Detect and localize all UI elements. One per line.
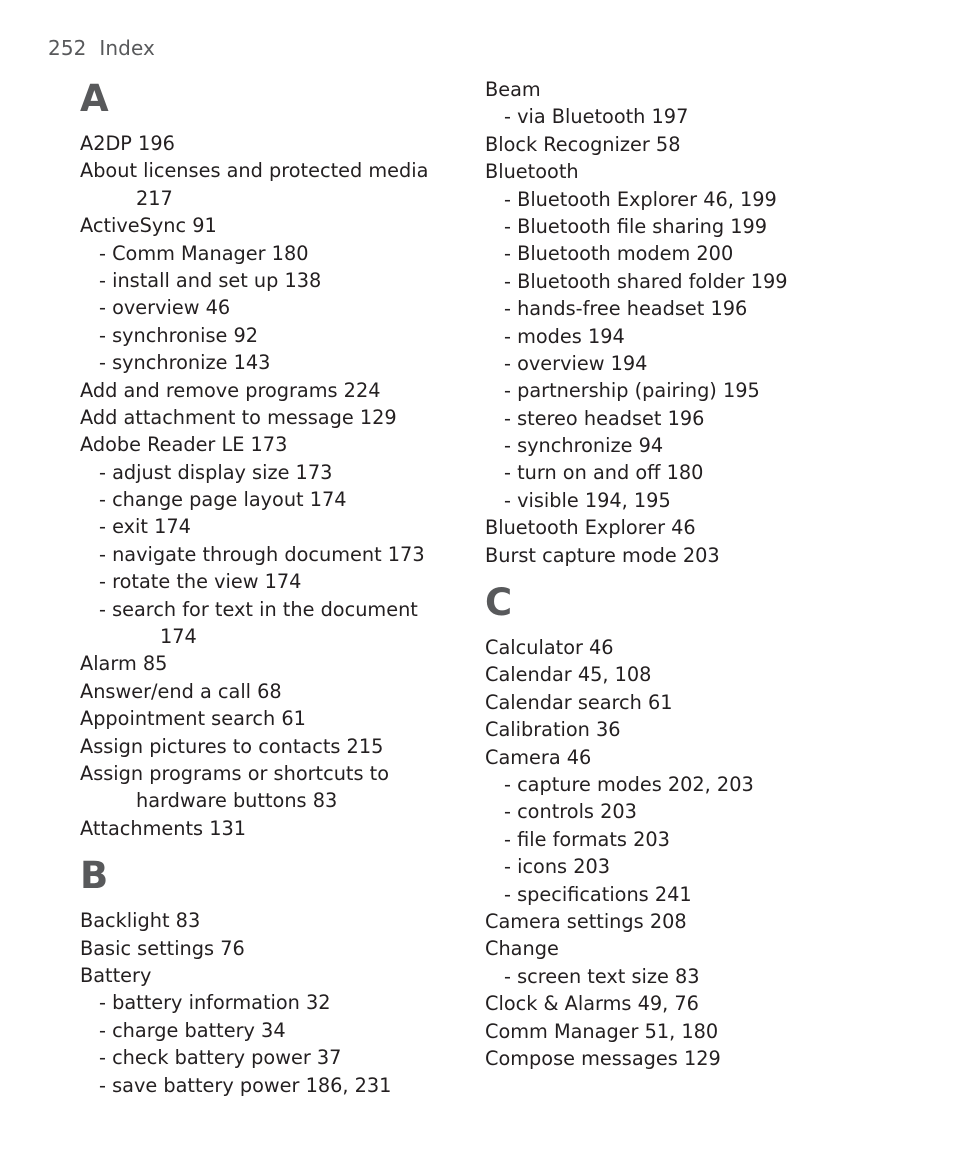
index-entry-continuation: hardware buttons 83 [136,789,338,813]
index-subentry: - turn on and off 180 [504,461,704,485]
index-entry-continuation: 174 [160,625,197,649]
index-subentry: - synchronise 92 [99,323,259,347]
index-subentry: - visible 194, 195 [504,488,671,512]
index-subentry: - Bluetooth shared folder 199 [504,269,788,293]
index-entry: Camera settings 208 [485,909,687,933]
index-subentry: - screen text size 83 [504,964,700,988]
index-subentry: - save battery power 186, 231 [99,1073,392,1097]
index-subentry: - adjust display size 173 [99,460,333,484]
index-subentry: - synchronize 143 [99,351,271,375]
index-entry: Attachments 131 [80,816,247,840]
index-entry: Calibration 36 [485,718,621,742]
index-subentry: - battery information 32 [99,991,331,1015]
index-subentry: - specifications 241 [504,882,692,906]
index-column-right [485,76,925,1072]
index-entry: About licenses and protected media [80,159,429,183]
index-subentry: - icons 203 [504,855,611,879]
index-subentry: - Comm Manager 180 [99,241,309,265]
index-subentry: - Bluetooth modem 200 [504,242,734,266]
index-entry: Bluetooth Explorer 46 [485,516,696,540]
index-entry: ActiveSync 91 [80,214,217,238]
section-letter: B [80,854,109,898]
index-entry: Battery [80,963,152,987]
index-entry: Answer/end a call 68 [80,679,282,703]
page-header: 252 Index [48,36,155,60]
index-entry: Adobe Reader LE 173 [80,433,288,457]
index-column-left [80,76,450,1099]
index-subentry: - rotate the view 174 [99,570,302,594]
index-subentry: - capture modes 202, 203 [504,772,754,796]
index-subentry: - overview 46 [99,296,231,320]
index-subentry: - synchronize 94 [504,434,664,458]
index-subentry: - Bluetooth file sharing 199 [504,214,768,238]
index-subentry: - overview 194 [504,351,648,375]
index-entry: Change [485,937,559,961]
index-entry: Calendar 45, 108 [485,663,652,687]
index-subentry: - charge battery 34 [99,1018,286,1042]
index-entry: Beam [485,78,541,101]
index-subentry: - search for text in the document [99,597,418,621]
section-letter: C [485,581,513,625]
index-subentry: - exit 174 [99,515,191,539]
index-entry: Add and remove programs 224 [80,378,381,402]
index-subentry: - Bluetooth Explorer 46, 199 [504,187,777,211]
index-subentry: - install and set up 138 [99,268,322,292]
index-entry: Assign pictures to contacts 215 [80,734,384,758]
index-subentry: - file formats 203 [504,827,670,851]
index-subentry: - controls 203 [504,800,637,824]
index-entry: Compose messages 129 [485,1046,721,1070]
index-entry: Comm Manager 51, 180 [485,1019,719,1043]
index-entry: Calendar search 61 [485,690,673,714]
index-subentry: - navigate through document 173 [99,542,425,566]
index-entry: A2DP 196 [80,132,175,155]
index-subentry: - modes 194 [504,324,625,348]
index-subentry: - stereo headset 196 [504,406,705,430]
index-entry: Camera 46 [485,745,592,769]
index-subentry: - hands-free headset 196 [504,297,748,321]
index-subentry: - change page layout 174 [99,488,347,512]
index-entry: Bluetooth [485,160,579,184]
index-entry: Calculator 46 [485,636,614,660]
index-entry: Block Recognizer 58 [485,132,681,156]
index-entry: Alarm 85 [80,652,168,676]
index-subentry: - check battery power 37 [99,1046,342,1070]
index-subentry: - partnership (pairing) 195 [504,379,760,403]
index-subentry: - via Bluetooth 197 [504,105,689,129]
index-entry: Assign programs or shortcuts to [80,761,390,785]
index-entry: Backlight 83 [80,909,201,933]
section-letter: A [80,77,109,120]
index-entry: Add attachment to message 129 [80,405,397,429]
index-entry: Appointment search 61 [80,707,306,731]
index-entry: Basic settings 76 [80,936,245,960]
index-entry-continuation: 217 [136,186,173,210]
index-entry: Clock & Alarms 49, 76 [485,992,699,1016]
index-entry: Burst capture mode 203 [485,543,720,567]
